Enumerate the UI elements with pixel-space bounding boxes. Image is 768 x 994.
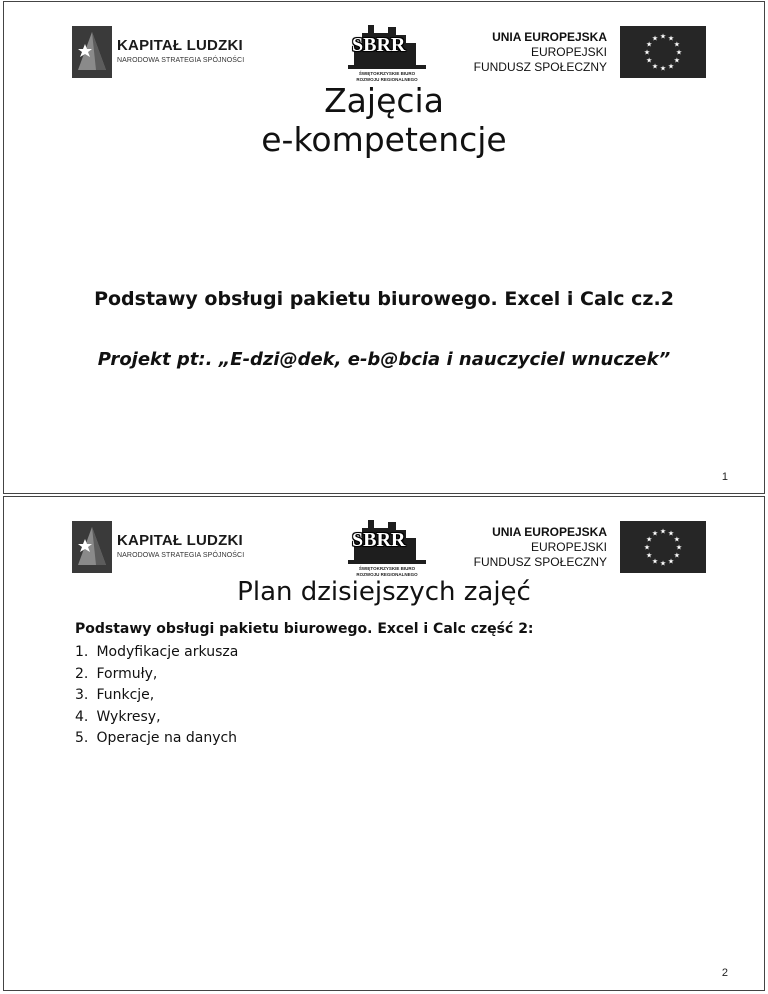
sbrr-caption-1: ŚWIĘTOKRZYSKIE BIURO bbox=[358, 71, 416, 76]
eu-star-icon: ★ bbox=[667, 557, 675, 566]
slide-2 bbox=[3, 496, 765, 991]
eu-star-icon: ★ bbox=[675, 48, 683, 57]
slide-title-line-1: Zajęcia bbox=[324, 81, 444, 120]
eu-flag-stars-icon bbox=[620, 521, 706, 573]
eu-star-icon: ★ bbox=[667, 34, 675, 43]
list-item-number: 3. bbox=[75, 687, 89, 703]
logo-header bbox=[4, 2, 764, 92]
eu-star-icon: ★ bbox=[659, 559, 667, 568]
sbrr-logo bbox=[344, 516, 430, 582]
list-item-text: Funkcje, bbox=[96, 687, 155, 703]
eu-star-icon: ★ bbox=[645, 535, 653, 544]
eu-star-icon: ★ bbox=[651, 557, 659, 566]
sbrr-logo bbox=[344, 21, 430, 87]
eu-line-2: EUROPEJSKI bbox=[530, 45, 607, 59]
sbrr-caption-2: ROZWOJU REGIONALNEGO bbox=[356, 77, 418, 82]
eu-star-icon: ★ bbox=[651, 529, 659, 538]
eu-line-1: UNIA EUROPEJSKA bbox=[492, 525, 607, 539]
eu-star-icon: ★ bbox=[651, 34, 659, 43]
eu-star-icon: ★ bbox=[667, 529, 675, 538]
eu-star-icon: ★ bbox=[659, 64, 667, 73]
eu-star-icon: ★ bbox=[645, 40, 653, 49]
list-item bbox=[75, 728, 238, 750]
kapital-ludzki-title: KAPITAŁ LUDZKI bbox=[117, 532, 243, 549]
list-item bbox=[75, 642, 238, 664]
sbrr-logo-text: SBRR bbox=[352, 34, 406, 56]
eu-star-icon: ★ bbox=[659, 527, 667, 536]
sbrr-caption-1: ŚWIĘTOKRZYSKIE BIURO bbox=[358, 566, 416, 571]
list-item-number: 1. bbox=[75, 644, 89, 660]
project-name: Projekt pt:. „E-dzi@dek, e-b@bcia i nauczyciel wnuczek” bbox=[97, 349, 671, 370]
eu-star-icon: ★ bbox=[673, 56, 681, 65]
plan-intro: Podstawy obsługi pakietu biurowego. Excel i Calc część 2: bbox=[75, 621, 534, 637]
eu-star-icon: ★ bbox=[675, 543, 683, 552]
sbrr-caption-2: ROZWOJU REGIONALNEGO bbox=[356, 572, 418, 577]
eu-line-3: FUNDUSZ SPOŁECZNY bbox=[473, 555, 607, 569]
eu-star-icon: ★ bbox=[645, 551, 653, 560]
slide-title-line-2: e-kompetencje bbox=[261, 120, 507, 159]
eu-text-block bbox=[474, 30, 607, 75]
list-item-text: Wykresy, bbox=[96, 708, 161, 725]
kapital-ludzki-logo bbox=[72, 521, 247, 573]
kapital-ludzki-logo bbox=[72, 26, 247, 78]
kapital-ludzki-subtitle: NARODOWA STRATEGIA SPÓJNOŚCI bbox=[117, 57, 245, 64]
eu-star-icon: ★ bbox=[651, 62, 659, 71]
list-item-number: 4. bbox=[75, 708, 89, 725]
eu-line-2: EUROPEJSKI bbox=[530, 540, 607, 554]
eu-star-icon: ★ bbox=[645, 56, 653, 65]
eu-line-3: FUNDUSZ SPOŁECZNY bbox=[473, 60, 607, 74]
eu-star-icon: ★ bbox=[673, 551, 681, 560]
kapital-ludzki-subtitle: NARODOWA STRATEGIA SPÓJNOŚCI bbox=[117, 552, 245, 559]
eu-text-block bbox=[474, 525, 607, 570]
page-number: 2 bbox=[721, 967, 728, 979]
eu-star-icon: ★ bbox=[667, 62, 675, 71]
list-item-number: 2. bbox=[75, 665, 89, 682]
kapital-ludzki-logo-icon bbox=[72, 521, 112, 573]
eu-star-icon: ★ bbox=[673, 535, 681, 544]
list-item bbox=[75, 664, 238, 686]
list-item-number: 5. bbox=[75, 730, 89, 746]
eu-star-icon: ★ bbox=[659, 32, 667, 41]
kapital-ludzki-logo-icon bbox=[72, 26, 112, 78]
slide-title: Plan dzisiejszych zajęć bbox=[237, 577, 531, 607]
logo-header bbox=[4, 497, 764, 587]
page-number: 1 bbox=[721, 471, 728, 483]
list-item-text: Modyfikacje arkusza bbox=[96, 644, 239, 660]
sbrr-logo-text: SBRR bbox=[352, 529, 406, 551]
plan-list bbox=[75, 642, 238, 750]
eu-flag-stars-icon bbox=[620, 26, 706, 78]
eu-star-icon: ★ bbox=[643, 543, 651, 552]
list-item-text: Formuły, bbox=[96, 665, 158, 682]
list-item bbox=[75, 685, 238, 707]
eu-star-icon: ★ bbox=[673, 40, 681, 49]
eu-line-1: UNIA EUROPEJSKA bbox=[492, 30, 607, 44]
list-item bbox=[75, 707, 238, 729]
eu-star-icon: ★ bbox=[643, 48, 651, 57]
kapital-ludzki-title: KAPITAŁ LUDZKI bbox=[117, 37, 243, 54]
slide-1 bbox=[3, 1, 765, 494]
list-item-text: Operacje na danych bbox=[96, 730, 238, 746]
slide-subtitle: Podstawy obsługi pakietu biurowego. Excel i Calc cz.2 bbox=[94, 288, 674, 310]
